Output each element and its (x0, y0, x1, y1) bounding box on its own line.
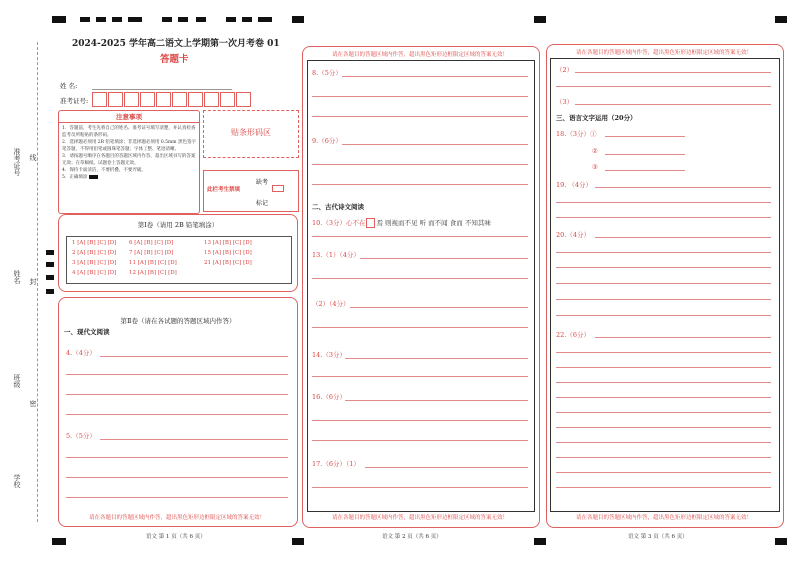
answer-line[interactable] (312, 420, 528, 421)
answer-line[interactable] (556, 252, 771, 253)
timing-mark (162, 17, 172, 22)
section-2-title: 二、古代诗文阅读 (312, 203, 364, 211)
answer-line[interactable] (556, 86, 771, 87)
answer-line[interactable] (312, 487, 528, 488)
timing-mark (258, 17, 272, 22)
absent-note: 此栏考生禁填 (207, 187, 241, 193)
answer-line[interactable] (556, 382, 771, 383)
answer-line[interactable] (312, 376, 528, 377)
choice-4[interactable]: 4 [A] [B] [C] [D] (72, 270, 117, 276)
answer-line[interactable] (605, 136, 685, 137)
answer-line[interactable] (556, 442, 771, 443)
notice-text: 请在各题目的答题区域内作答，超出黑色矩形边框限定区域的答案无效！ (575, 515, 752, 521)
choice-13[interactable]: 13 [A] [B] [C] [D] (204, 240, 252, 246)
timing-mark (96, 17, 106, 22)
q18-label: 18.（3分）① (556, 130, 597, 138)
q16-label: 16.（6分） (312, 393, 346, 401)
page-title: 2024-2025 学年高二语文上学期第一次月考卷 01 (72, 39, 280, 49)
column-3-frame (550, 58, 780, 512)
answer-line[interactable] (556, 472, 771, 473)
answer-line[interactable] (595, 237, 771, 238)
answer-line[interactable] (556, 352, 771, 353)
note-item: 2．选择题必须用 2B 铅笔填涂；非选择题必须用 0.5mm 黑色签字笔答题，不得用铅笔或圆珠笔答题；字体工整、笔迹清晰。 (62, 140, 196, 152)
timing-mark (80, 17, 90, 22)
note-item: 4．保持卡面清洁，不要折叠、不要弄破。 (62, 168, 146, 173)
timing-mark (534, 16, 546, 23)
barcode-label: 贴条形码区 (231, 128, 271, 137)
notice-text: 请在各题目的答题区域内作答，超出黑色矩形边框限定区域的答案无效！ (88, 515, 265, 521)
part1-title: 第Ⅰ卷（请用 2B 铅笔填涂） (137, 221, 219, 229)
answer-line[interactable] (350, 307, 528, 308)
answer-line[interactable] (342, 76, 528, 77)
answer-line[interactable] (595, 187, 771, 188)
answer-line[interactable] (556, 427, 771, 428)
answer-line[interactable] (345, 358, 528, 359)
side-label-school: 学校 (13, 474, 21, 488)
answer-line[interactable] (312, 116, 528, 117)
choice-7[interactable]: 7 [A] [B] [C] [D] (129, 250, 174, 256)
q19-label: 19. （4分） (556, 181, 593, 189)
answer-line[interactable] (66, 497, 288, 498)
side-label-secret: 密 (29, 400, 37, 407)
notice-text: 请在各题目的答题区域内作答，超出黑色矩形边框限定区域的答案无效！ (331, 515, 508, 521)
answer-line[interactable] (342, 144, 528, 145)
answer-line[interactable] (556, 457, 771, 458)
absent-label: 缺考 (256, 179, 269, 186)
q9-label: 9.（6分） (312, 137, 342, 145)
timing-mark (128, 17, 142, 22)
answer-line[interactable] (66, 414, 288, 415)
answer-line[interactable] (100, 439, 288, 440)
notice-text: 请在各题目的答题区域内作答，超出黑色矩形边框限定区域的答案无效！ (331, 52, 508, 58)
answer-line[interactable] (556, 283, 771, 284)
answer-line[interactable] (556, 267, 771, 268)
timing-mark (534, 538, 546, 545)
side-label-class: 班级 (13, 374, 21, 388)
choice-11[interactable]: 11 [A] [B] [C] [D] (129, 260, 177, 266)
timing-mark (775, 16, 787, 23)
answer-line[interactable] (556, 299, 771, 300)
timing-mark (52, 538, 66, 545)
side-label-name: 姓名 (13, 270, 21, 284)
absent-checkbox[interactable] (272, 185, 284, 192)
answer-line[interactable] (360, 258, 528, 259)
section-3-title: 三、语言文字运用（20分） (556, 114, 637, 122)
absent-box (203, 170, 299, 212)
q10-label: 10.（3分）心不在 焉 则视而不见 听 而不闻 食而 不知其味 (312, 219, 491, 227)
timing-mark (52, 16, 66, 23)
name-label: 姓 名: (60, 82, 78, 90)
footer-page-3: 语文 第 3 页（共 6 页） (628, 534, 688, 540)
notes-box (58, 110, 200, 214)
answer-line[interactable] (595, 337, 771, 338)
answer-line[interactable] (312, 164, 528, 165)
choice-21[interactable]: 21 [A] [B] [C] [D] (204, 260, 252, 266)
timing-mark (226, 17, 236, 22)
answer-line[interactable] (556, 202, 771, 203)
part1-panel (58, 214, 298, 292)
q4-label: 4.（4分） (66, 349, 96, 357)
exam-no-label: 准考证号: (60, 97, 89, 105)
answer-line[interactable] (556, 397, 771, 398)
name-line (92, 89, 232, 90)
timing-mark (292, 538, 304, 545)
timing-mark (775, 538, 787, 545)
choice-2[interactable]: 2 [A] [B] [C] [D] (72, 250, 117, 256)
q8-label: 8.（5分） (312, 69, 342, 77)
timing-mark (242, 17, 252, 22)
absent-mark-label: 标记 (256, 200, 269, 207)
page-subtitle: 答题卡 (160, 54, 189, 65)
answer-line[interactable] (575, 72, 771, 73)
notice-text: 请在各题目的答题区域内作答，超出黑色矩形边框限定区域的答案无效！ (575, 50, 752, 56)
timing-mark (196, 17, 206, 22)
note-item: 3．请按题号顺序在各题目的答题区域内作答，超出区域书写的答案无效；在草稿纸、试题卷上答题无效。 (62, 154, 196, 166)
timing-mark (112, 17, 122, 22)
footer-page-1: 语文 第 1 页（共 6 页） (146, 534, 206, 540)
q18-2-label: ② (592, 147, 598, 155)
answer-line[interactable] (312, 278, 528, 279)
exam-no-boxes[interactable] (92, 92, 251, 107)
answer-line[interactable] (100, 356, 288, 357)
timing-mark (46, 275, 54, 280)
section-1-title: 一、现代文阅读 (64, 328, 110, 336)
choice-15[interactable]: 15 [A] [B] [C] [D] (204, 250, 252, 256)
answer-line[interactable] (312, 327, 528, 328)
side-label-seal: 封 (29, 278, 37, 285)
choice-1[interactable]: 1 [A] [B] [C] [D] (72, 240, 117, 246)
answer-line[interactable] (605, 154, 685, 155)
answer-line[interactable] (556, 367, 771, 368)
answer-line[interactable] (312, 440, 528, 441)
answer-line[interactable] (605, 170, 685, 171)
barcode-area (203, 110, 299, 158)
choice-12[interactable]: 12 [A] [B] [C] [D] (129, 270, 177, 276)
choice-3[interactable]: 3 [A] [B] [C] [D] (72, 260, 117, 266)
q17-3-label: （3） (556, 98, 574, 106)
timing-mark (292, 16, 304, 23)
answer-line[interactable] (575, 104, 771, 105)
q17-label: 17.（6分）（1） (312, 460, 360, 468)
q13-1-label: 13.（1）（4分） (312, 251, 360, 259)
answer-line[interactable] (312, 236, 528, 237)
timing-mark (46, 262, 54, 267)
notes-title: 注意事项 (59, 111, 199, 123)
column-2-frame (307, 60, 535, 512)
answer-line[interactable] (365, 467, 528, 468)
timing-mark (46, 250, 54, 255)
answer-line[interactable] (66, 457, 288, 458)
answer-line[interactable] (556, 412, 771, 413)
answer-line[interactable] (66, 394, 288, 395)
timing-mark (178, 17, 188, 22)
answer-line[interactable] (66, 374, 288, 375)
footer-page-2: 语文 第 2 页（共 6 页） (382, 534, 442, 540)
q13-2-label: （2）（4分） (312, 300, 350, 308)
part2-title: 第Ⅱ卷（请在各试题的答题区域内作答） (120, 317, 236, 325)
q22-label: 22.（6分） (556, 331, 590, 339)
side-label-line: 线 (29, 154, 37, 161)
q20-label: 20.（4分） (556, 231, 590, 239)
answer-line[interactable] (345, 400, 528, 401)
answer-line[interactable] (556, 217, 771, 218)
note-item: 5．正确填涂 (62, 174, 196, 181)
timing-mark (46, 289, 54, 294)
q14-label: 14.（3分） (312, 351, 346, 359)
answer-line[interactable] (556, 487, 771, 488)
choice-6[interactable]: 6 [A] [B] [C] [D] (129, 240, 174, 246)
answer-line[interactable] (66, 477, 288, 478)
answer-line[interactable] (312, 184, 528, 185)
q17-2-label: （2） (556, 66, 574, 74)
answer-line[interactable] (556, 315, 771, 316)
q18-3-label: ③ (592, 163, 598, 171)
answer-line[interactable] (312, 96, 528, 97)
side-label-exam-no: 准考证号 (13, 148, 21, 176)
q5-label: 5.（5分） (66, 432, 96, 440)
note-item: 1．答题前，考生先将自己的姓名、准考证号填写清楚，并认真检查监考员所粘贴的条形码。 (62, 126, 196, 138)
